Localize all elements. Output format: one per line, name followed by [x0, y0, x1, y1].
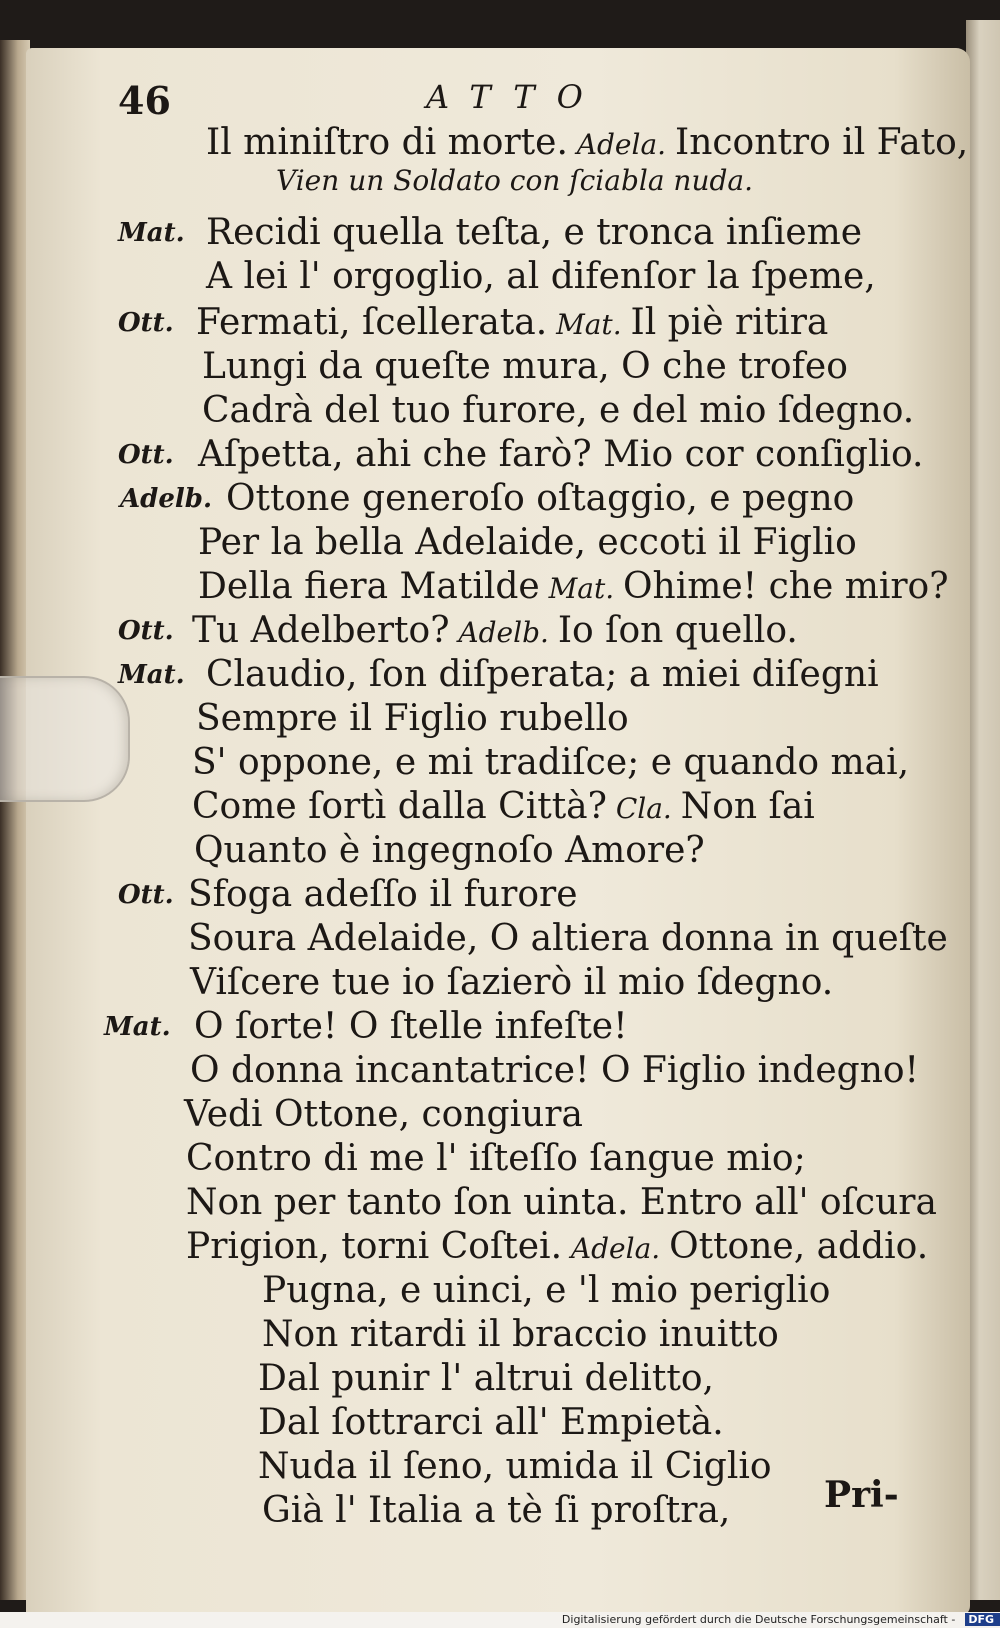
inline-speaker: Cla. — [606, 792, 681, 825]
speaker-label: Ott. — [118, 616, 174, 646]
verse-line — [190, 962, 833, 1004]
verse-line — [184, 1094, 583, 1136]
verse-text: S' oppone, e mi tradiſce; e quando mai, — [192, 742, 910, 783]
verse-text: O ſorte! O ſtelle infeſte! — [194, 1006, 628, 1047]
verse-text: Il miniſtro di morte. — [206, 122, 568, 163]
catchword: Pri- — [824, 1474, 899, 1516]
verse-text: Quanto è ingegnoſo Amore? — [194, 830, 705, 871]
verse-text: Dal ſottrarci all' Empietà. — [258, 1402, 724, 1443]
verse-line — [262, 1490, 730, 1532]
inline-speaker: Adelb. — [449, 616, 558, 649]
verse-text: Cadrà del tuo furore, e del mio ſdegno. — [202, 390, 915, 431]
verse-line — [192, 610, 798, 654]
verse-text: A lei l' orgoglio, al difenſor la ſpeme, — [206, 256, 876, 297]
inline-speaker: Mat. — [539, 572, 624, 605]
verse-text-continued: Ottone, addio. — [669, 1226, 929, 1267]
inline-speaker: Adela. — [567, 128, 675, 161]
inline-speaker: Mat. — [547, 308, 631, 341]
speaker-label: Mat. — [104, 1012, 171, 1042]
verse-text-continued: Ohime! che miro? — [623, 566, 949, 607]
verse-text: Nuda il ſeno, umida il Ciglio — [258, 1446, 772, 1487]
verse-text: Ottone generoſo oſtaggio, e pegno — [226, 478, 855, 519]
verse-line — [194, 830, 705, 872]
verse-text: Aſpetta, ahi che farò? Mio cor conſiglio. — [198, 434, 924, 475]
verse-text: Tu Adelberto? — [192, 610, 450, 651]
verse-text: O donna incantatrice! O Figlio indegno! — [190, 1050, 920, 1091]
verse-text-continued: Il piè ritira — [630, 302, 829, 343]
verse-line — [206, 122, 968, 166]
verse-line — [262, 1270, 830, 1312]
verse-text: Prigion, torni Coſtei. — [186, 1226, 563, 1267]
verse-text: Già l' Italia a tè ſi proſtra, — [262, 1490, 731, 1531]
running-head: ATTO — [426, 78, 605, 116]
verse-text-continued: Io ſon quello. — [557, 610, 798, 651]
verse-line — [198, 522, 857, 564]
verse-line — [186, 1138, 806, 1180]
speaker-label: Adelb. — [120, 484, 213, 514]
speaker-label: Mat. — [118, 660, 185, 690]
page-clip — [0, 676, 130, 802]
verse-line — [202, 346, 848, 388]
verse-text: Non per tanto ſon uinta. Entro all' oſcura — [186, 1182, 937, 1223]
verse-line — [186, 1226, 928, 1270]
digitization-footer — [0, 1612, 1000, 1628]
speaker-label: Ott. — [118, 440, 174, 470]
verse-line — [186, 1182, 937, 1224]
verse-line — [206, 212, 862, 254]
verse-line — [258, 1358, 714, 1400]
stage-direction: Vien un Soldato con ſciabla nuda. — [276, 164, 753, 197]
verse-text: Lungi da queſte mura, O che trofeo — [202, 346, 848, 387]
verse-text-continued: Incontro il Fato, — [674, 122, 969, 163]
verse-line — [226, 478, 854, 520]
footer-text: Digitalisierung gefördert durch die Deutsche Forschungsgemeinschaft - — [561, 1613, 956, 1626]
verse-text: Recidi quella teſta, e tronca inſieme — [206, 212, 863, 253]
verse-text: Dal punir l' altrui delitto, — [258, 1358, 714, 1399]
verse-line — [262, 1314, 779, 1356]
verse-text: Non ritardi il braccio inuitto — [262, 1314, 779, 1355]
verse-line — [188, 874, 578, 916]
speaker-label: Ott. — [118, 880, 174, 910]
verse-text: Fermati, ſcellerata. — [196, 302, 548, 343]
verse-text: Vedi Ottone, congiura — [184, 1094, 583, 1135]
verse-line — [196, 698, 629, 740]
verse-text: Sfoga adeſſo il furore — [188, 874, 578, 915]
verse-text: Viſcere tue io ſazierò il mio ſdegno. — [190, 962, 834, 1003]
verse-line — [192, 786, 815, 830]
page-number: 46 — [118, 78, 171, 123]
speaker-label: Ott. — [118, 308, 174, 338]
dfg-logo: DFG — [965, 1613, 1000, 1626]
verse-text: Soura Adelaide, O altiera donna in queſte — [188, 918, 948, 959]
book-page — [26, 48, 970, 1616]
verse-line — [206, 654, 879, 696]
verse-line — [258, 1446, 772, 1488]
verse-line — [188, 918, 948, 960]
speaker-label: Mat. — [118, 218, 185, 248]
verse-line — [196, 302, 828, 346]
verse-line — [198, 434, 923, 476]
verse-text: Contro di me l' iſteſſo ſangue mio; — [186, 1138, 806, 1179]
page-text — [26, 48, 970, 1616]
verse-line — [258, 1402, 724, 1444]
verse-text: Sempre il Figlio rubello — [196, 698, 629, 739]
verse-line — [194, 1006, 628, 1048]
verse-line — [202, 390, 914, 432]
verse-text: Della fiera Matilde — [198, 566, 540, 607]
verse-line — [192, 742, 909, 784]
adjacent-page-edge — [966, 20, 1000, 1600]
verse-line — [198, 566, 949, 610]
verse-line — [206, 256, 876, 298]
verse-text: Per la bella Adelaide, eccoti il Figlio — [198, 522, 857, 563]
verse-text: Claudio, ſon diſperata; a miei diſegni — [206, 654, 879, 695]
verse-text: Pugna, e uinci, e 'l mio periglio — [262, 1270, 831, 1311]
verse-text-continued: Non ſai — [680, 786, 815, 827]
inline-speaker: Adela. — [562, 1232, 670, 1265]
verse-text: Come ſortì dalla Città? — [192, 786, 607, 827]
verse-line — [190, 1050, 919, 1092]
